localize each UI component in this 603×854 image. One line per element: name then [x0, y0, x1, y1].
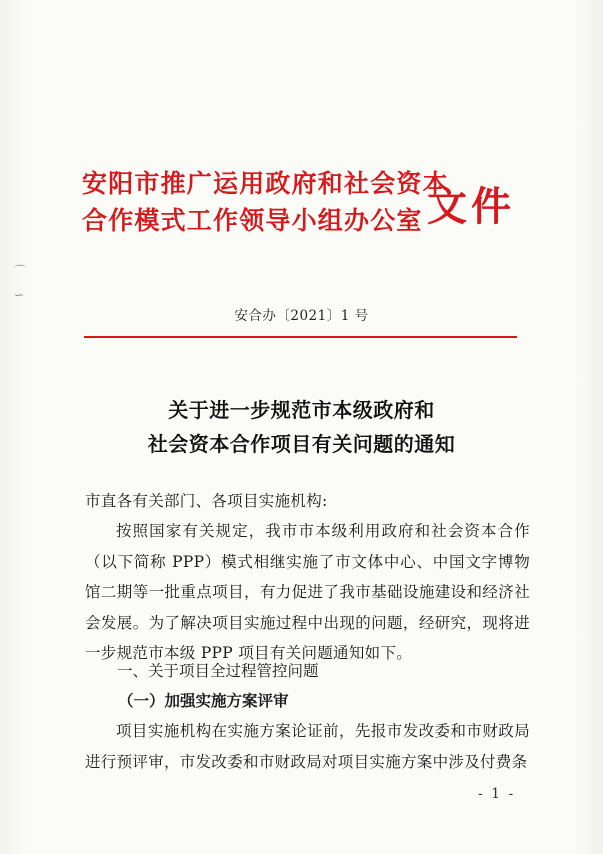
document-number: 安合办〔2021〕1 号: [234, 308, 369, 324]
subsection-heading-1: （一）加强实施方案评审: [118, 691, 289, 710]
page-number: - 1 -: [478, 786, 516, 802]
letterhead-doc-type: 文件: [427, 183, 515, 230]
document-title-line1: 关于进一步规范市本级政府和: [168, 398, 435, 422]
body-paragraph-2: 项目实施机构在实施方案论证前，先报市发改委和市财政局进行预评审，市发改委和市财政局对项目实施方案中涉及付费条: [85, 722, 530, 771]
addressee: 市直各有关部门、各项目实施机构:: [85, 492, 328, 510]
letterhead-org-line2: 合作模式工作领导小组办公室: [82, 206, 423, 235]
letterhead-divider: [84, 336, 517, 338]
letterhead-organization: [82, 165, 449, 239]
margin-mark-icon: ⌒: [14, 264, 27, 278]
section-heading-1: 一、关于项目全过程管控问题: [117, 662, 319, 680]
body-paragraph-1: 按照国家有关规定，我市市本级利用政府和社会资本合作（以下简称 PPP）模式相继实施了市文体中心、中国文字博物馆二期等一批重点项目，有力促进了我市基础设施建设和经济社会发展。为了解决项目实施过程中出现的问题，经研究，现将进一步规范市本级 PPP 项目有关问题通知如下。: [85, 522, 530, 662]
letterhead-org-line1: 安阳市推广运用政府和社会资本: [82, 169, 449, 198]
letterhead: [82, 165, 542, 255]
margin-mark-icon: ∽: [14, 288, 25, 302]
document-title: [0, 393, 603, 461]
document-title-line2: 社会资本合作项目有关问题的通知: [147, 432, 456, 456]
